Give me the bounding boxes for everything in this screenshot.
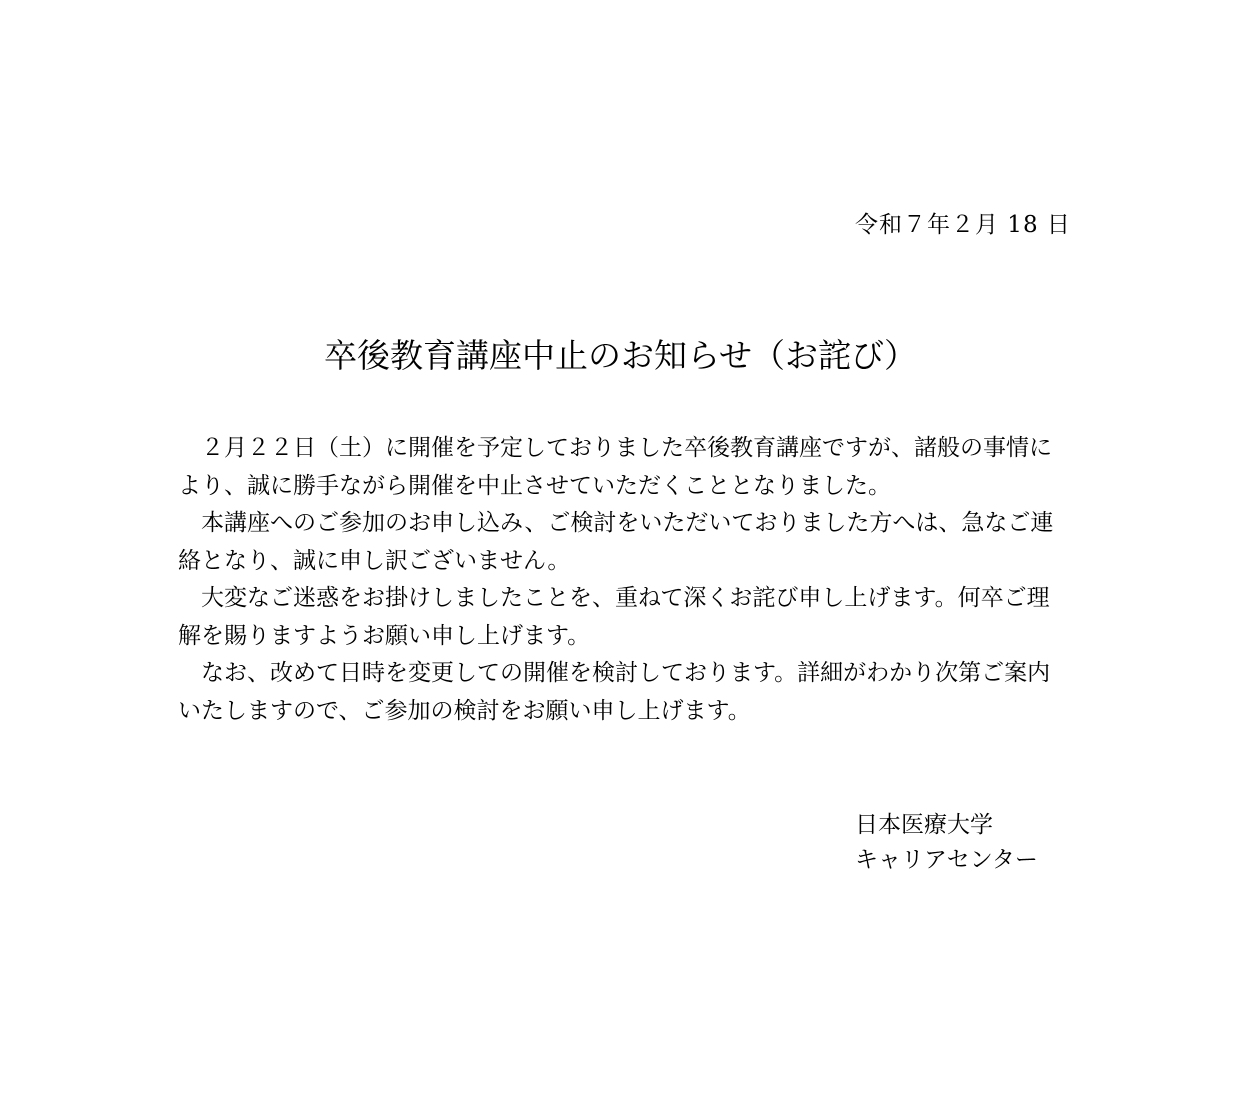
- body-paragraph-apology-participants: 本講座へのご参加のお申し込み、ご検討をいただいておりました方へは、急なご連絡となり、誠に申し訳ございません。: [178, 510, 1054, 574]
- body-paragraph-apology: 大変なご迷惑をお掛けしましたことを、重ねて深くお詫び申し上げます。何卒ご理解を賜りますようお願い申し上げます。: [178, 585, 1050, 649]
- body-paragraph-rescheduling: なお、改めて日時を変更しての開催を検討しております。詳細がわかり次第ご案内いたしますので、ご参加の検討をお願い申し上げます。: [178, 660, 1051, 724]
- signature-block: [855, 808, 1038, 878]
- document-title: 卒後教育講座中止のお知らせ（お詫び）: [323, 336, 917, 375]
- signature-department: キャリアセンター: [855, 847, 1038, 873]
- signature-organization: 日本医療大学: [855, 812, 993, 838]
- body-paragraph-cancellation: ２月２２日（土）に開催を予定しておりました卒後教育講座ですが、諸般の事情により、誠に勝手ながら開催を中止させていただくこととなりました。: [178, 435, 1052, 499]
- document-date: 令和７年２月 18 日: [855, 212, 1071, 238]
- document-body: [178, 430, 1068, 730]
